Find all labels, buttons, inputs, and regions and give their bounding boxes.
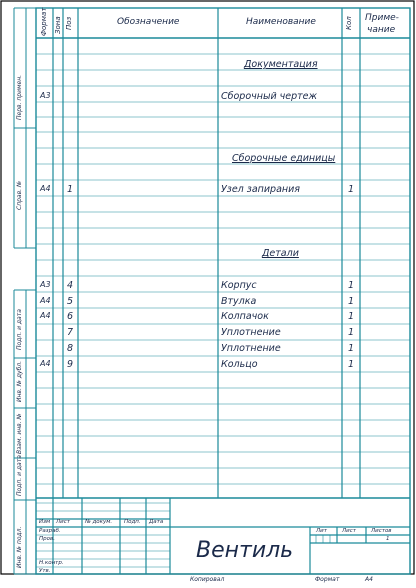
part-qty: 1 [348, 327, 355, 338]
part-pos: 9 [67, 359, 74, 370]
tb-prov: Пров. [39, 536, 55, 542]
part-name: Втулка [221, 296, 257, 307]
part-pos: 6 [67, 311, 74, 322]
unit-format: А4 [40, 184, 51, 193]
header-note-2: чание [367, 25, 396, 35]
part-pos: 4 [67, 280, 74, 291]
part-format: А4 [40, 296, 51, 305]
tb-data: Дата [149, 519, 164, 525]
side-podp-data-2: Подп. и дата [16, 455, 23, 496]
header-note-1: Приме- [365, 13, 399, 23]
tb-sheet: Лист [342, 528, 356, 534]
part-format: А3 [40, 280, 51, 289]
section-parts: Детали [262, 248, 299, 259]
part-format: А4 [40, 359, 51, 368]
part-qty: 1 [348, 280, 355, 291]
part-pos: 8 [67, 343, 74, 354]
part-name: Корпус [221, 280, 257, 291]
side-podp-data-1: Подп. и дата [16, 309, 23, 350]
header-pos: Поз [65, 16, 73, 30]
tb-sheets: Листов [371, 528, 392, 534]
part-qty: 1 [348, 296, 355, 307]
section-documentation: Документация [244, 59, 318, 70]
tb-list: Лист [56, 519, 70, 525]
tb-razrab: Разраб. [39, 528, 61, 534]
footer-format-label: Формат [315, 576, 340, 583]
tb-utv: Утв. [39, 568, 51, 574]
part-name: Уплотнение [221, 343, 281, 354]
header-name: Наименование [246, 17, 316, 27]
product-name: Вентиль [196, 538, 294, 563]
header-designation: Обозначение [117, 17, 180, 27]
tb-n-kontr: Н.контр. [39, 560, 64, 566]
header-qty: Кол [345, 16, 353, 30]
part-pos: 7 [67, 327, 74, 338]
doc-format: А3 [40, 91, 51, 100]
side-vzam-inv: Взам. инв. № [16, 413, 23, 454]
side-sprav-no: Справ. № [16, 180, 23, 210]
unit-name: Узел запирания [221, 184, 300, 195]
part-qty: 1 [348, 359, 355, 370]
part-qty: 1 [348, 343, 355, 354]
header-zone: Зона [54, 16, 62, 34]
footer-copied: Копировал [190, 576, 225, 583]
part-name: Уплотнение [221, 327, 281, 338]
side-inv-dubl: Инв. № дубл. [16, 360, 23, 402]
footer-format-value: А4 [365, 576, 373, 583]
part-qty: 1 [348, 311, 355, 322]
part-name: Колпачок [221, 311, 269, 322]
tb-podp: Подп. [124, 519, 141, 525]
tb-izm: Изм [39, 519, 51, 525]
header-format: Формат [40, 7, 48, 36]
side-perv-primen: Перв. примен. [16, 74, 23, 120]
part-pos: 5 [67, 296, 74, 307]
section-assembly-units: Сборочные единицы [232, 153, 336, 164]
part-format: А4 [40, 311, 51, 320]
doc-name: Сборочный чертеж [221, 91, 318, 102]
part-name: Кольцо [221, 359, 258, 370]
unit-qty: 1 [348, 184, 355, 195]
tb-doc-no: № докум. [85, 519, 113, 525]
tb-sheets-value: 1 [386, 536, 390, 542]
unit-pos: 1 [67, 184, 74, 195]
tb-lit: Лит [316, 528, 327, 534]
side-inv-podl: Инв. № подл. [16, 526, 23, 568]
